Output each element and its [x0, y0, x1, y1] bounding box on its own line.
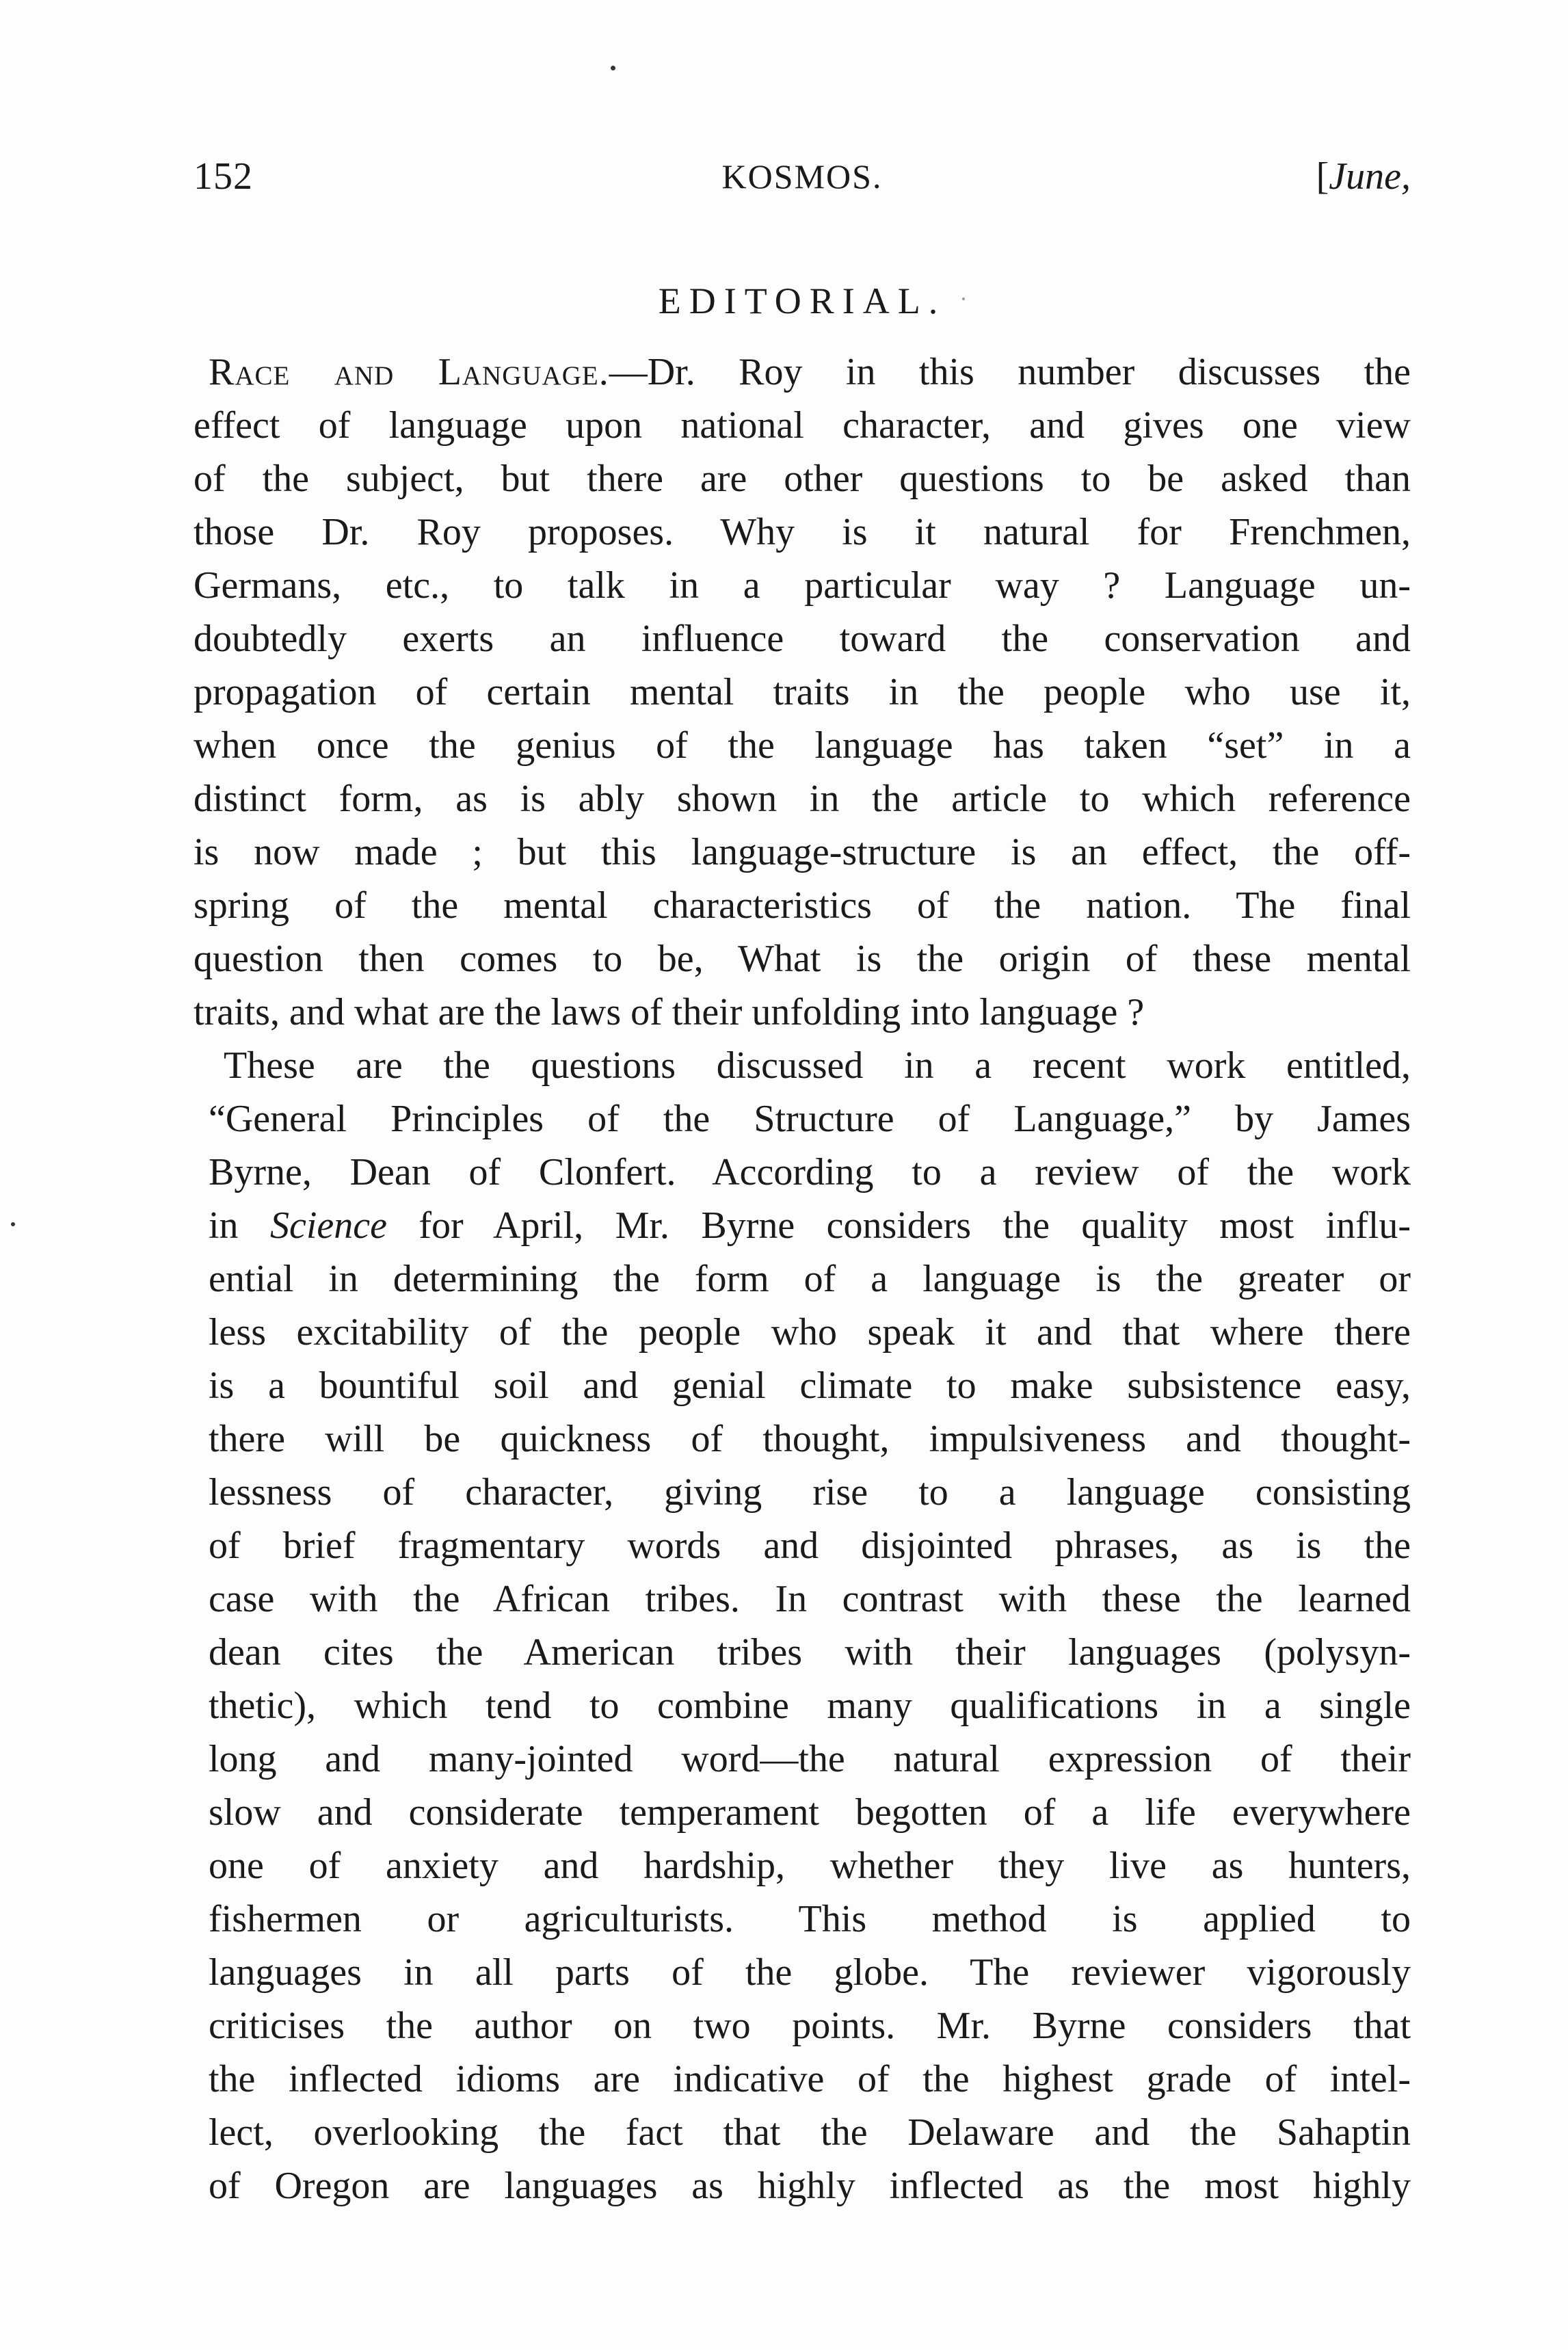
text-line: lect, overlooking the fact that the Delaware and the Sahaptin	[209, 2111, 1411, 2154]
text-line: dean cites the American tribes with their languages (polysyn-	[209, 1631, 1411, 1674]
print-speck	[11, 1222, 15, 1226]
text-line: there will be quickness of thought, impulsiveness and thought-	[209, 1418, 1411, 1460]
paragraph-1-lines	[194, 399, 1411, 1039]
text-line: propagation of certain mental traits in the people who use it,	[194, 671, 1411, 713]
science-line-after: for April, Mr. Byrne considers the quality most influ-	[386, 1204, 1411, 1247]
text-line	[194, 1199, 1411, 1252]
paragraph-1	[194, 345, 1411, 1039]
text-line: of the subject, but there are other questions to be asked than	[194, 458, 1411, 500]
text-line: criticises the author on two points. Mr. Byrne considers that	[209, 2005, 1411, 2047]
issue-month-name: June,	[1329, 155, 1411, 198]
issue-bracket: [	[1316, 155, 1329, 198]
text-line: one of anxiety and hardship, whether they live as hunters,	[209, 1845, 1411, 1887]
text-line: lessness of character, giving rise to a language consisting	[209, 1471, 1411, 1514]
running-head	[194, 149, 1411, 204]
text-line: thetic), which tend to combine many qualifications in a single	[209, 1685, 1411, 1727]
text-line: when once the genius of the language has taken “set” in a	[194, 724, 1411, 767]
text-line: ential in determining the form of a language is the greater or	[209, 1258, 1411, 1300]
journal-title: KOSMOS.	[721, 157, 883, 196]
paragraph-2-rest-lines	[194, 1252, 1411, 2213]
text-line: of Oregon are languages as highly inflected as the most highly	[209, 2165, 1411, 2207]
text-line: Byrne, Dean of Clonfert. According to a review of the work	[209, 1151, 1411, 1193]
science-title: Science	[269, 1204, 387, 1247]
text-line: long and many-jointed word—the natural expression of their	[209, 1738, 1411, 1780]
page-number: 152	[194, 155, 253, 198]
text-line: of brief fragmentary words and disjointed phrases, as is the	[209, 1524, 1411, 1567]
text-line: less excitability of the people who speak it and that where there	[209, 1311, 1411, 1354]
text-line: is now made ; but this language-structure is an effect, the off-	[194, 831, 1411, 873]
text-line: traits, and what are the laws of their unfolding into language ?	[194, 991, 1145, 1033]
text-line: slow and considerate temperament begotten of a life everywhere	[209, 1791, 1411, 1834]
article-lead-text: —Dr. Roy in this number discusses the	[609, 351, 1411, 393]
text-line: is a bountiful soil and genial climate to make subsistence easy,	[209, 1364, 1411, 1407]
text-line: These are the questions discussed in a recent work entitled,	[224, 1044, 1411, 1087]
text-line: languages in all parts of the globe. The reviewer vigorously	[209, 1951, 1411, 1994]
text-line: case with the African tribes. In contrast with these the learned	[209, 1578, 1411, 1620]
science-line-before: in	[209, 1204, 270, 1247]
section-title: EDITORIAL.	[658, 280, 946, 321]
article-body	[194, 345, 1411, 2213]
article-lead-line	[194, 345, 1411, 399]
article-heading: Race and Language.	[209, 351, 609, 393]
text-line: doubtedly exerts an influence toward the conservation and	[194, 618, 1411, 660]
text-line: fishermen or agriculturists. This method is applied to	[209, 1898, 1411, 1940]
text-line: question then comes to be, What is the origin of these mental	[194, 938, 1411, 980]
text-line: distinct form, as is ably shown in the article to which reference	[194, 778, 1411, 820]
text-line: the inflected idioms are indicative of the highest grade of intel-	[209, 2058, 1411, 2100]
paragraph-2	[194, 1039, 1411, 2213]
text-line: spring of the mental characteristics of the nation. The final	[194, 884, 1411, 927]
paragraph-2-lines	[194, 1039, 1411, 1199]
text-line: those Dr. Roy proposes. Why is it natural for Frenchmen,	[194, 511, 1411, 553]
issue-month	[1316, 149, 1411, 204]
print-speck	[611, 66, 615, 70]
text-line: effect of language upon national character, and gives one view	[194, 404, 1411, 447]
text-line: Germans, etc., to talk in a particular way ? Language un-	[194, 564, 1411, 607]
text-line: “General Principles of the Structure of Language,” by James	[209, 1098, 1411, 1140]
